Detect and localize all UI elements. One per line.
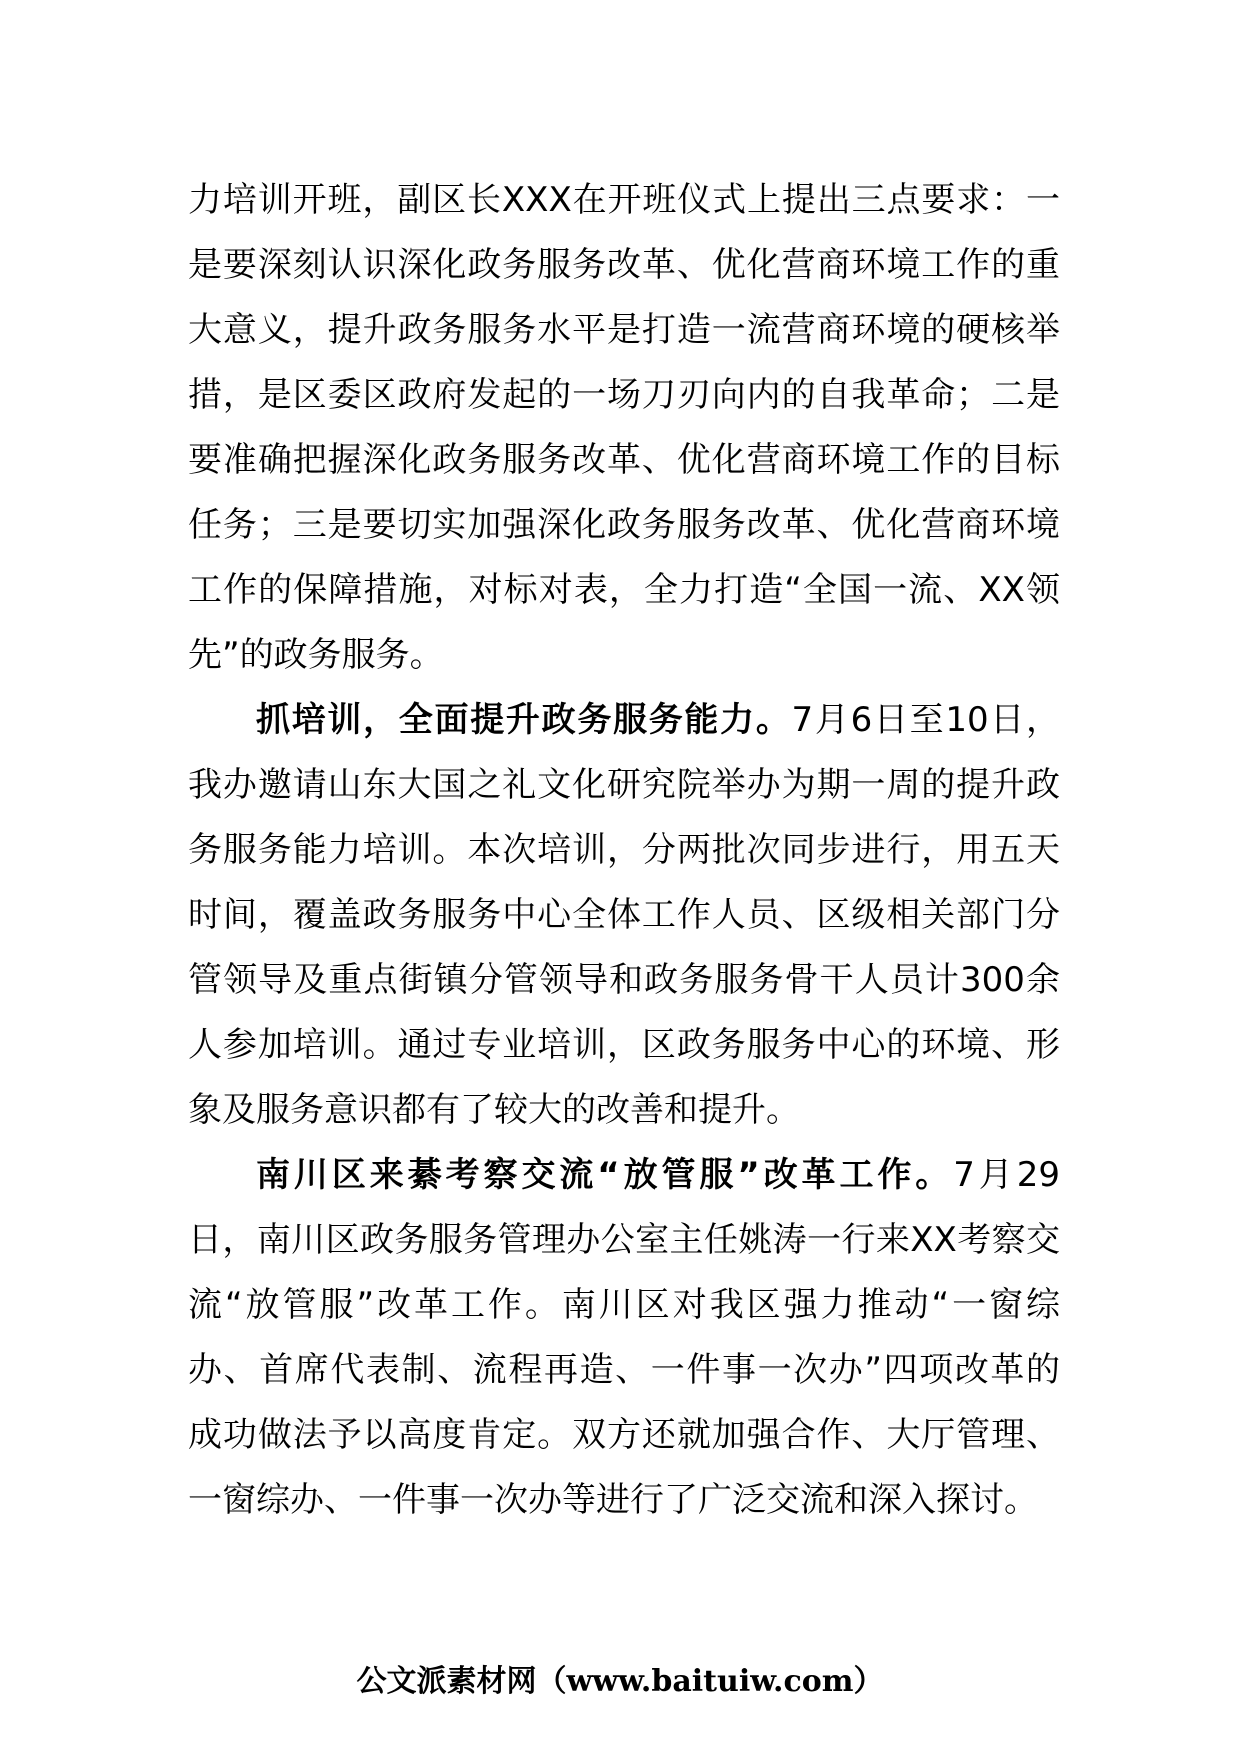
paragraph-line: 是要深刻认识深化政务服务改革、优化营商环境工作的重	[188, 245, 1060, 285]
paragraph-first-line	[188, 1143, 1060, 1208]
paragraph-line: 人参加培训。通过专业培训，区政务服务中心的环境、形	[188, 1025, 1060, 1065]
paragraph-line: 一窗综办、一件事一次办等进行了广泛交流和深入探讨。	[188, 1480, 1038, 1520]
paragraph-line: 先”的政务服务。	[188, 635, 444, 675]
paragraph-heading: 抓培训，全面提升政务服务能力。	[256, 700, 792, 740]
paragraph-heading-rest: 7月29	[953, 1155, 1060, 1195]
paragraph-line: 时间，覆盖政务服务中心全体工作人员、区级相关部门分	[188, 895, 1060, 935]
paragraph-line: 务服务能力培训。本次培训，分两批次同步进行，用五天	[188, 830, 1060, 870]
paragraph-line: 办、首席代表制、流程再造、一件事一次办”四项改革的	[188, 1350, 1060, 1390]
paragraph-3	[188, 1143, 1060, 1533]
paragraph-first-line	[188, 688, 1060, 753]
paragraph-line: 措，是区委区政府发起的一场刀刃向内的自我革命；二是	[188, 375, 1060, 415]
paragraph-line: 工作的保障措施，对标对表，全力打造“全国一流、XX领	[188, 570, 1060, 610]
paragraph-heading-rest: 7月6日至10日，	[791, 700, 1060, 740]
paragraph-line: 我办邀请山东大国之礼文化研究院举办为期一周的提升政	[188, 765, 1060, 805]
paragraph-2	[188, 688, 1060, 1143]
page-footer: 公文派素材网（www.baituiw.com）	[356, 1664, 884, 1699]
paragraph-line: 管领导及重点街镇分管领导和政务服务骨干人员计300余	[188, 960, 1060, 1000]
paragraph-line: 力培训开班，副区长XXX在开班仪式上提出三点要求：一	[188, 180, 1060, 220]
paragraph-1	[188, 168, 1060, 688]
paragraph-line: 成功做法予以高度肯定。双方还就加强合作、大厅管理、	[188, 1415, 1060, 1455]
paragraph-line: 流“放管服”改革工作。南川区对我区强力推动“一窗综	[188, 1285, 1060, 1325]
paragraph-line: 大意义，提升政务服务水平是打造一流营商环境的硬核举	[188, 310, 1060, 350]
document-body	[188, 168, 1060, 1533]
paragraph-heading: 南川区来綦考察交流“放管服”改革工作。	[256, 1155, 954, 1195]
paragraph-line: 要准确把握深化政务服务改革、优化营商环境工作的目标	[188, 440, 1060, 480]
paragraph-line: 日，南川区政务服务管理办公室主任姚涛一行来XX考察交	[188, 1220, 1060, 1260]
paragraph-line: 象及服务意识都有了较大的改善和提升。	[188, 1090, 800, 1130]
paragraph-line: 任务；三是要切实加强深化政务服务改革、优化营商环境	[188, 505, 1060, 545]
